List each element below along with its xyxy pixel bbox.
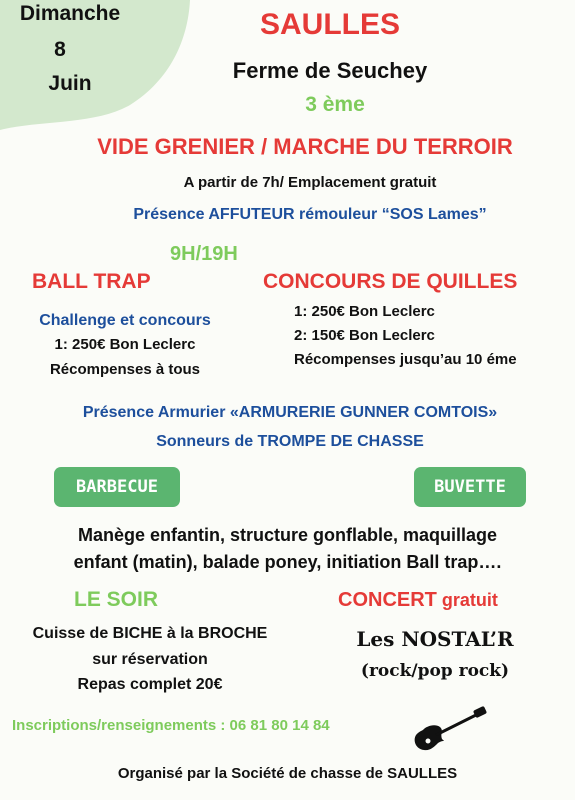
guitar-icon — [410, 703, 492, 755]
concert-title-gratuit: gratuit — [436, 590, 498, 610]
concert-title-main: CONCERT — [338, 589, 437, 611]
buvette-badge: BUVETTE — [414, 467, 526, 507]
concert-title — [338, 589, 498, 612]
date-month: Juin — [48, 72, 92, 95]
ball-trap-line1: Challenge et concours — [39, 312, 211, 329]
soir-line3: Repas complet 20€ — [77, 676, 223, 693]
from-line: A partir de 7h/ Emplacement gratuit — [183, 174, 437, 191]
ball-trap-line3: Récompenses à tous — [49, 361, 201, 378]
band-genre: (rock/pop rock) — [360, 661, 510, 681]
soir-line1: Cuisse de BICHE à la BROCHE — [32, 625, 268, 642]
band-name: Les NOSTAL’R — [356, 627, 514, 651]
activities-line2: enfant (matin), balade poney, initiation Ball trap…. — [73, 552, 502, 572]
soir-title: LE SOIR — [74, 588, 159, 611]
trompe-line: Sonneurs de TROMPE DE CHASSE — [156, 433, 424, 450]
activities-line1: Manège enfantin, structure gonflable, maquillage — [77, 525, 498, 545]
date-day-name: Dimanche — [19, 2, 121, 25]
quilles-line2: 2: 150€ Bon Leclerc — [294, 327, 435, 344]
soir-line2: sur réservation — [92, 651, 208, 668]
quilles-line3: Récompenses jusqu’au 10 éme — [294, 351, 517, 368]
date-day: 8 — [54, 38, 66, 61]
hours: 9H/19H — [170, 243, 238, 265]
quilles-title: CONCOURS DE QUILLES — [263, 270, 518, 293]
inscriptions-line: Inscriptions/renseignements : 06 81 80 14 84 — [12, 717, 330, 734]
town-name: SAULLES — [259, 8, 400, 41]
organizer-line: Organisé par la Société de chasse de SAULLES — [117, 765, 458, 782]
barbecue-badge: BARBECUE — [54, 467, 180, 507]
quilles-line1: 1: 250€ Bon Leclerc — [294, 303, 435, 320]
ball-trap-title: BALL TRAP — [32, 270, 151, 293]
armurier-line: Présence Armurier «ARMURERIE GUNNER COMTOIS» — [82, 404, 498, 421]
ball-trap-line2: 1: 250€ Bon Leclerc — [54, 336, 196, 353]
main-title: VIDE GRENIER / MARCHE DU TERROIR — [97, 134, 513, 159]
sharpener-line: Présence AFFUTEUR rémouleur “SOS Lames” — [133, 206, 487, 223]
edition: 3 ème — [305, 93, 365, 116]
venue-name: Ferme de Seuchey — [232, 58, 428, 83]
